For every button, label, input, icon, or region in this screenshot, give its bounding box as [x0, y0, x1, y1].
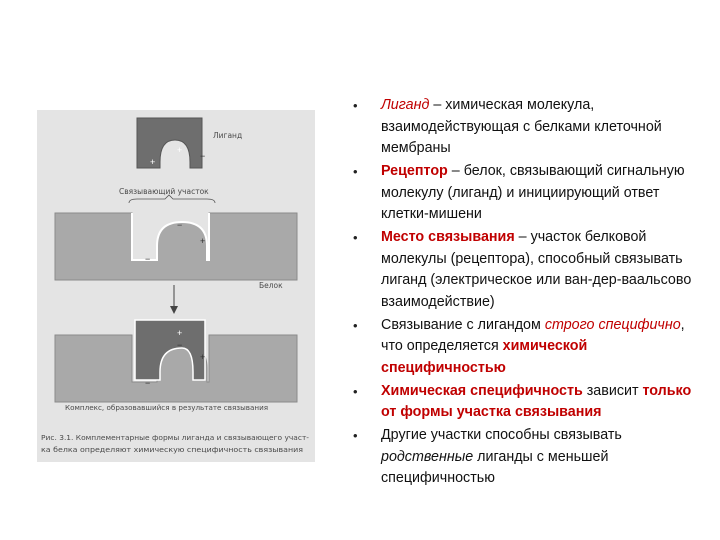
bullet-text-segment: – белок, связывающий сигнальную молекулу (лиганд) и инициирующий ответ клетки-мишени: [381, 163, 685, 222]
figure-caption-line-2: ка белка определяют химическую специфичность связывания: [41, 446, 303, 454]
complex-charge-minus-2: −: [145, 378, 151, 388]
bullet-text-segment: зависит: [582, 382, 643, 399]
bullet-text-segment: Лиганд: [381, 97, 430, 113]
ligand-shape: [137, 118, 202, 168]
bullet-marker: •: [353, 164, 358, 179]
bullet-marker: •: [353, 317, 358, 333]
bullet-item-ligand: [348, 95, 698, 160]
bullet-text-segment: – участок белковой молекулы (рецептора), способный связывать лиганд (электрическое или ван-дер-ваальсово взаимодействие): [381, 229, 692, 310]
bullet-item-specific-binding: [348, 315, 698, 380]
figure-drawing: [37, 110, 315, 462]
bullet-marker: •: [353, 383, 358, 399]
bullet-text-segment: Рецептор: [381, 163, 448, 179]
bullet-marker: •: [353, 230, 358, 245]
bullet-text-segment: строго специфично: [544, 316, 681, 333]
protein-charge-minus-2: −: [145, 254, 151, 264]
protein-label: Белок: [259, 281, 283, 290]
bullet-item-chemical-specificity: [348, 381, 698, 424]
bullet-text-segment: только от формы участка связывания: [381, 382, 692, 420]
bullet-text-segment: родственные: [381, 448, 474, 465]
reaction-arrow-head: [170, 306, 178, 314]
bullet-text-segment: Химическая специфичность: [381, 382, 583, 399]
bullet-text-segment: химической специфичностью: [381, 338, 588, 376]
ligand-charge-minus: −: [200, 151, 206, 161]
bullet-marker: •: [353, 98, 358, 113]
bullet-text-segment: – химическая молекула, взаимодействующая с белками клеточной мембраны: [381, 97, 662, 156]
protein-charge-plus: +: [200, 236, 206, 246]
bullet-item-receptor: [348, 161, 698, 226]
bullet-item-related-ligands: [348, 425, 698, 490]
ligand-charge-plus-2: +: [150, 157, 156, 167]
binding-site-bracket: [129, 195, 215, 203]
ligand-binding-figure: [37, 110, 315, 462]
bullet-text-segment: Место связывания: [381, 229, 515, 245]
binding-site-label: Связывающий участок: [119, 187, 209, 196]
complex-charge-plus-2: +: [200, 352, 206, 362]
bullet-text-segment: , что определяется: [381, 316, 685, 354]
bullet-text-segment: лиганды с меньшей специфичностью: [381, 448, 609, 486]
ligand-label: Лиганд: [213, 131, 243, 140]
complex-label: Комплекс, образовавшийся в результате связывания: [65, 403, 269, 412]
figure-caption-line-1: Рис. 3.1. Комплементарные формы лиганда и связывающего участ-: [41, 434, 310, 442]
bullet-text-segment: Связывание с лигандом: [381, 316, 545, 333]
bullet-marker: •: [353, 428, 358, 443]
bullet-text-segment: Другие участки способны связывать: [381, 427, 622, 443]
bullet-item-binding-site: [348, 227, 698, 313]
definition-list: [348, 95, 698, 491]
complex-charge-plus: +: [177, 328, 183, 338]
protein-charge-minus: −: [177, 220, 183, 230]
complex-charge-minus: −: [177, 340, 183, 350]
ligand-charge-plus: +: [177, 145, 183, 155]
